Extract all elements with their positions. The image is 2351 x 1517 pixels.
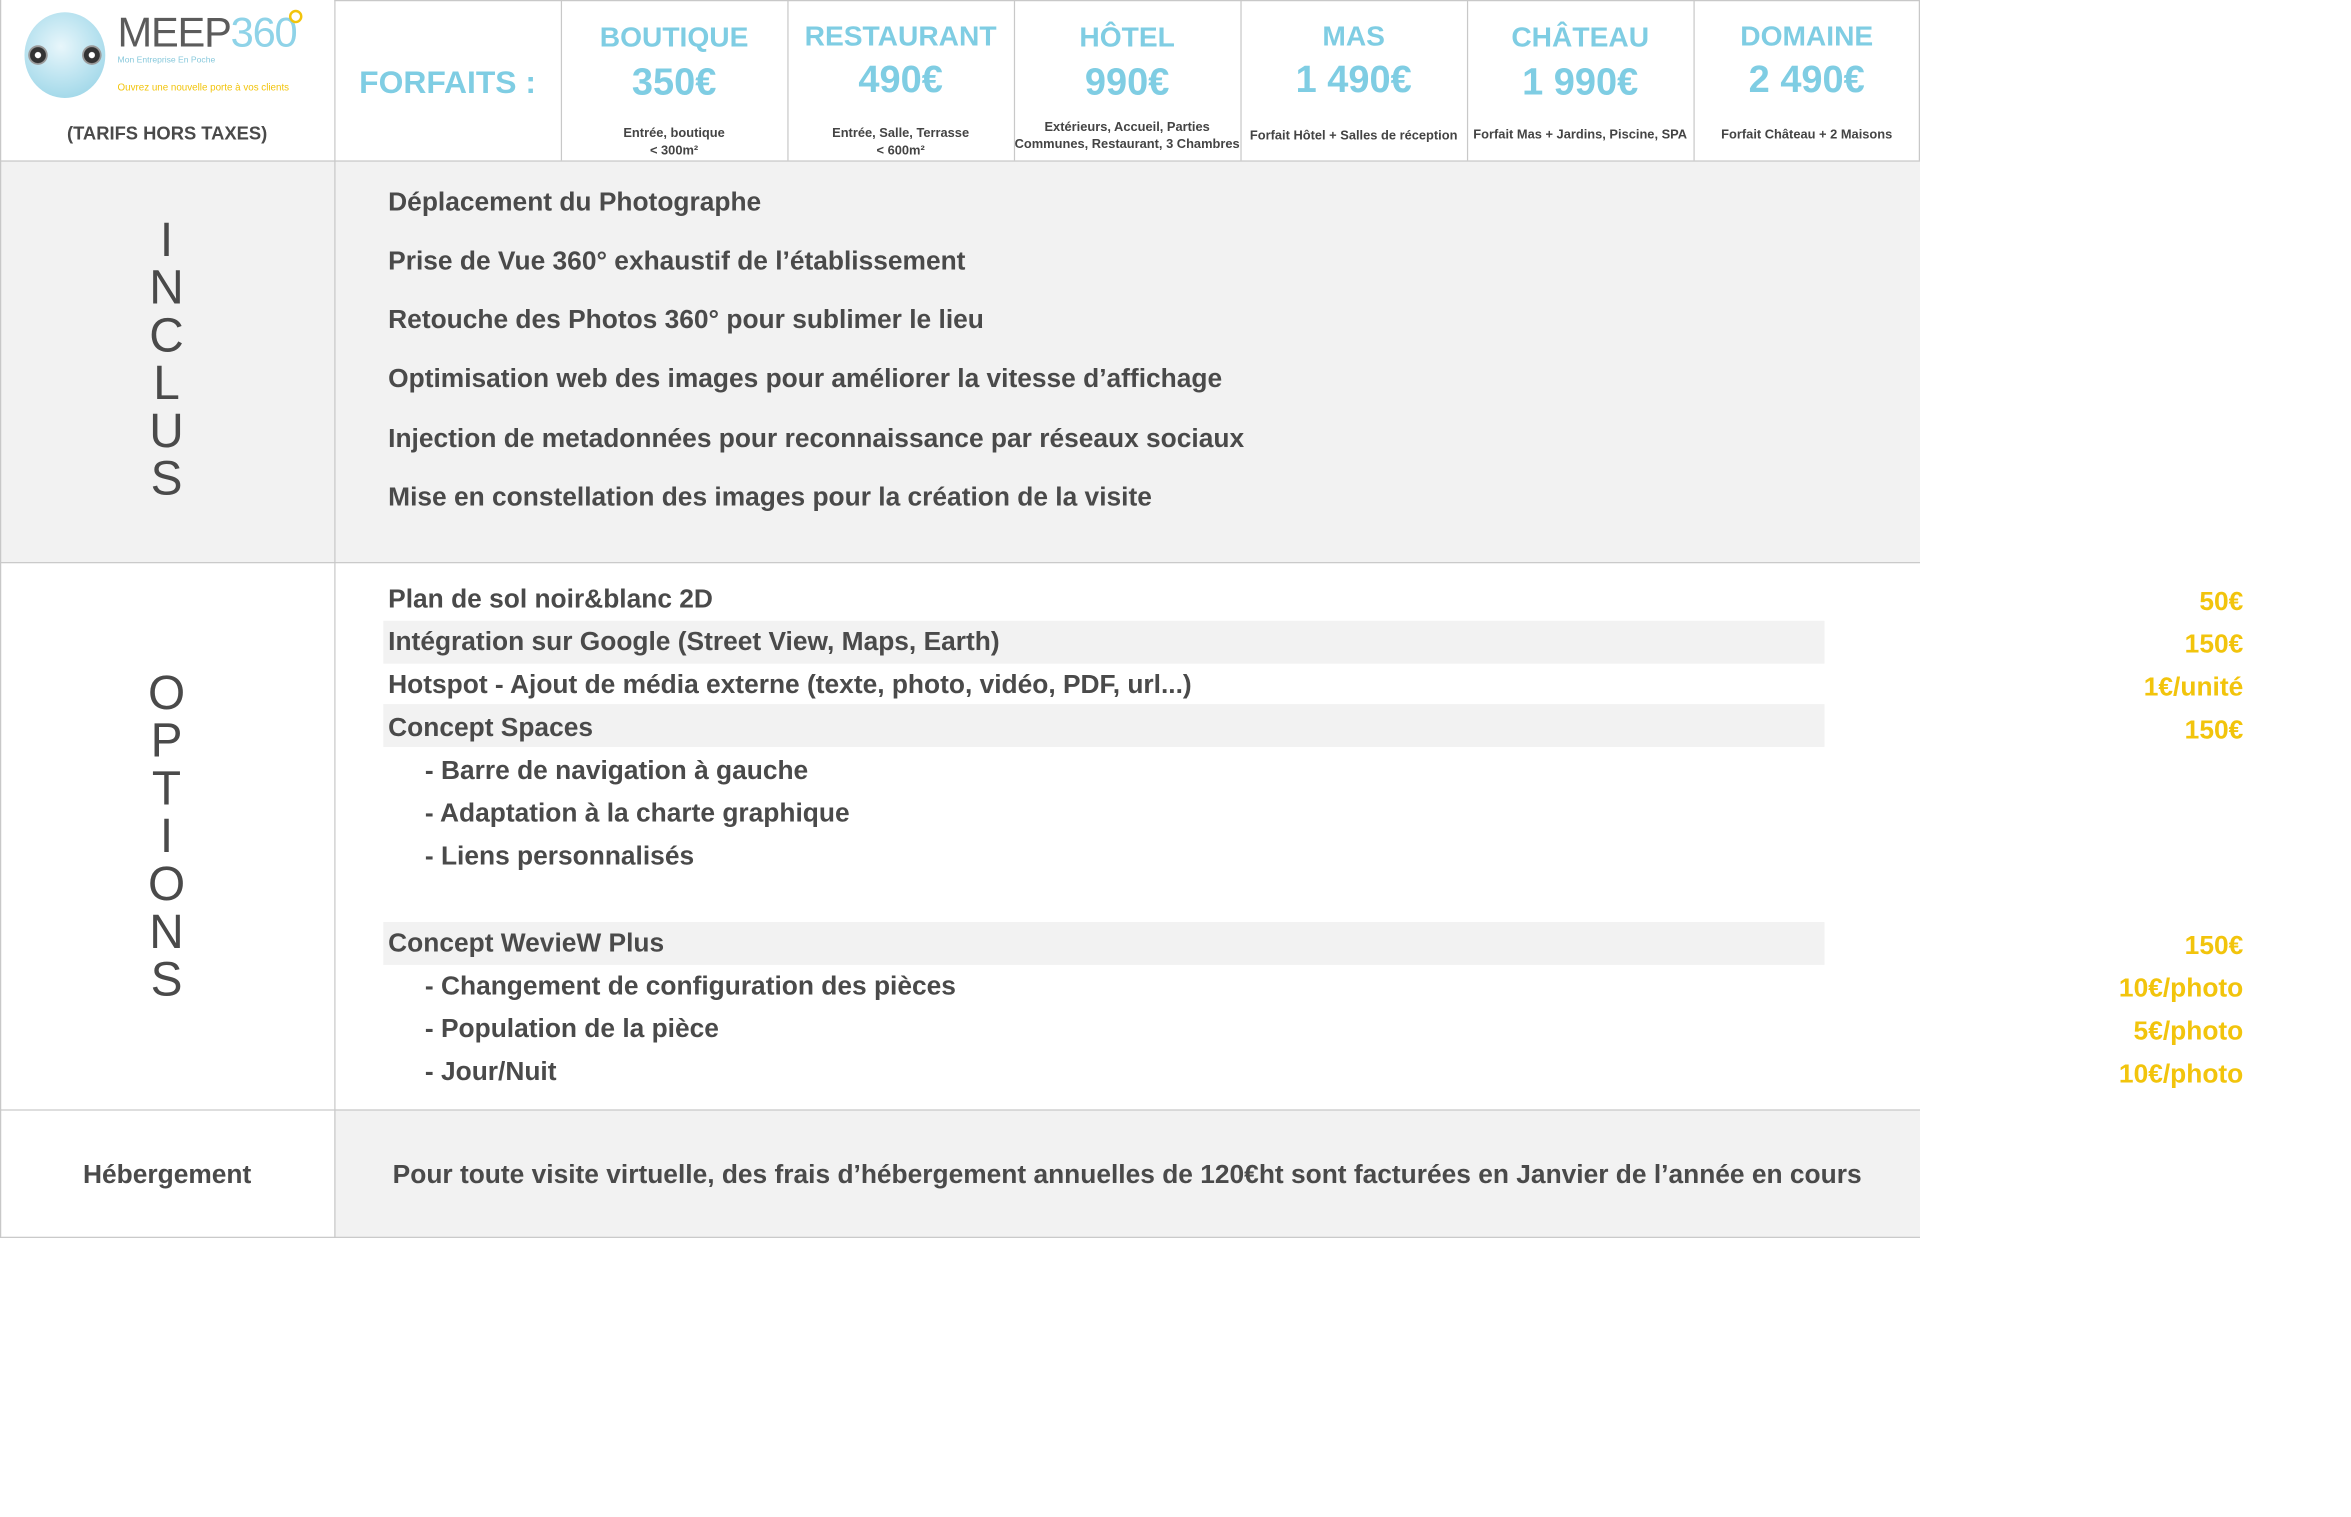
package-desc: Forfait Mas + Jardins, Piscine, SPA <box>1473 127 1688 143</box>
option-price: 150€ <box>2184 930 2244 961</box>
package-desc: Entrée, boutique < 300m² <box>623 126 725 158</box>
option-sub-label: - Adaptation à la charte graphique <box>424 798 850 828</box>
package-mas <box>1240 0 1467 160</box>
package-hotel <box>1014 0 1241 160</box>
package-name: DOMAINE <box>1740 19 1874 52</box>
package-name: MAS <box>1322 19 1385 52</box>
inclus-item: Optimisation web des images pour améliorer la vitesse d’affichage <box>388 363 1223 394</box>
package-name: HÔTEL <box>1079 20 1175 53</box>
tarifs-note: (TARIFS HORS TAXES) <box>66 123 268 145</box>
package-desc: Forfait Hôtel + Salles de réception <box>1249 128 1458 144</box>
option-price: 1€/unité <box>2143 672 2244 702</box>
option-price: 150€ <box>2184 629 2244 659</box>
camera-lens-icon <box>82 45 102 65</box>
package-price: 1 990€ <box>1522 60 1639 103</box>
package-domaine <box>1693 0 1920 160</box>
logo-slogan: Ouvrez une nouvelle porte à vos clients <box>117 82 290 94</box>
camera-lens-icon <box>28 45 48 65</box>
option-price: 10€/photo <box>2118 973 2244 1003</box>
options-vertical-title: O P T I O N S <box>147 667 186 1007</box>
package-name: RESTAURANT <box>804 19 997 52</box>
package-name: BOUTIQUE <box>599 20 749 53</box>
option-price: 150€ <box>2184 715 2244 745</box>
inclus-item: Mise en constellation des images pour la création de la visite <box>388 482 1152 512</box>
logo-wordmark: MEEP360 <box>117 9 297 57</box>
option-sub-label: - Jour/Nuit <box>424 1056 557 1087</box>
option-label: Concept WevieW Plus <box>388 928 665 958</box>
inclus-item: Retouche des Photos 360° pour sublimer le lieu <box>388 304 984 335</box>
degree-icon <box>289 10 302 23</box>
option-sub-label: - Liens personnalisés <box>424 841 695 871</box>
option-label: Intégration sur Google (Street View, Maps, Earth) <box>388 626 1000 657</box>
option-label: Hotspot - Ajout de média externe (texte, photo, vidéo, PDF, url...) <box>388 669 1192 700</box>
option-label: Plan de sol noir&blanc 2D <box>388 584 713 614</box>
package-desc: Forfait Château + 2 Maisons <box>1721 127 1893 143</box>
package-boutique <box>561 0 788 160</box>
option-sub-label: - Changement de configuration des pièces <box>424 971 956 1001</box>
package-restaurant <box>787 0 1014 160</box>
package-price: 990€ <box>1084 60 1170 103</box>
logo-tagline: Mon Entreprise En Poche <box>117 56 216 65</box>
package-price: 2 490€ <box>1748 57 1865 101</box>
option-row-band <box>383 704 1824 747</box>
package-price: 1 490€ <box>1295 57 1412 101</box>
option-sub-label: - Population de la pièce <box>424 1013 719 1044</box>
package-desc: Extérieurs, Accueil, Parties Communes, Restaurant, 3 Chambres <box>1014 120 1240 152</box>
option-price: 10€/photo <box>2118 1059 2244 1089</box>
package-name: CHÂTEAU <box>1511 20 1650 53</box>
inclus-item: Déplacement du Photographe <box>388 187 762 217</box>
option-label: Concept Spaces <box>388 712 593 743</box>
option-price: 5€/photo <box>2133 1016 2244 1046</box>
package-price: 490€ <box>858 57 943 101</box>
hebergement-text: Pour toute visite virtuelle, des frais d’hébergement annuelles de 120€ht sont facturées en Janvier de l’année en cours <box>392 1159 1862 1189</box>
option-price: 50€ <box>2199 586 2244 616</box>
forfaits-label: FORFAITS : <box>359 63 536 101</box>
package-desc: Entrée, Salle, Terrasse < 600m² <box>832 126 970 158</box>
package-chateau <box>1467 0 1694 160</box>
inclus-item: Prise de Vue 360° exhaustif de l’établissement <box>388 246 966 276</box>
inclus-vertical-title: I N C L U S <box>149 214 184 506</box>
option-sub-label: - Barre de navigation à gauche <box>424 755 809 785</box>
inclus-item: Injection de metadonnées pour reconnaissance par réseaux sociaux <box>388 423 1245 454</box>
package-price: 350€ <box>631 60 717 103</box>
hebergement-label: Hébergement <box>83 1159 252 1189</box>
